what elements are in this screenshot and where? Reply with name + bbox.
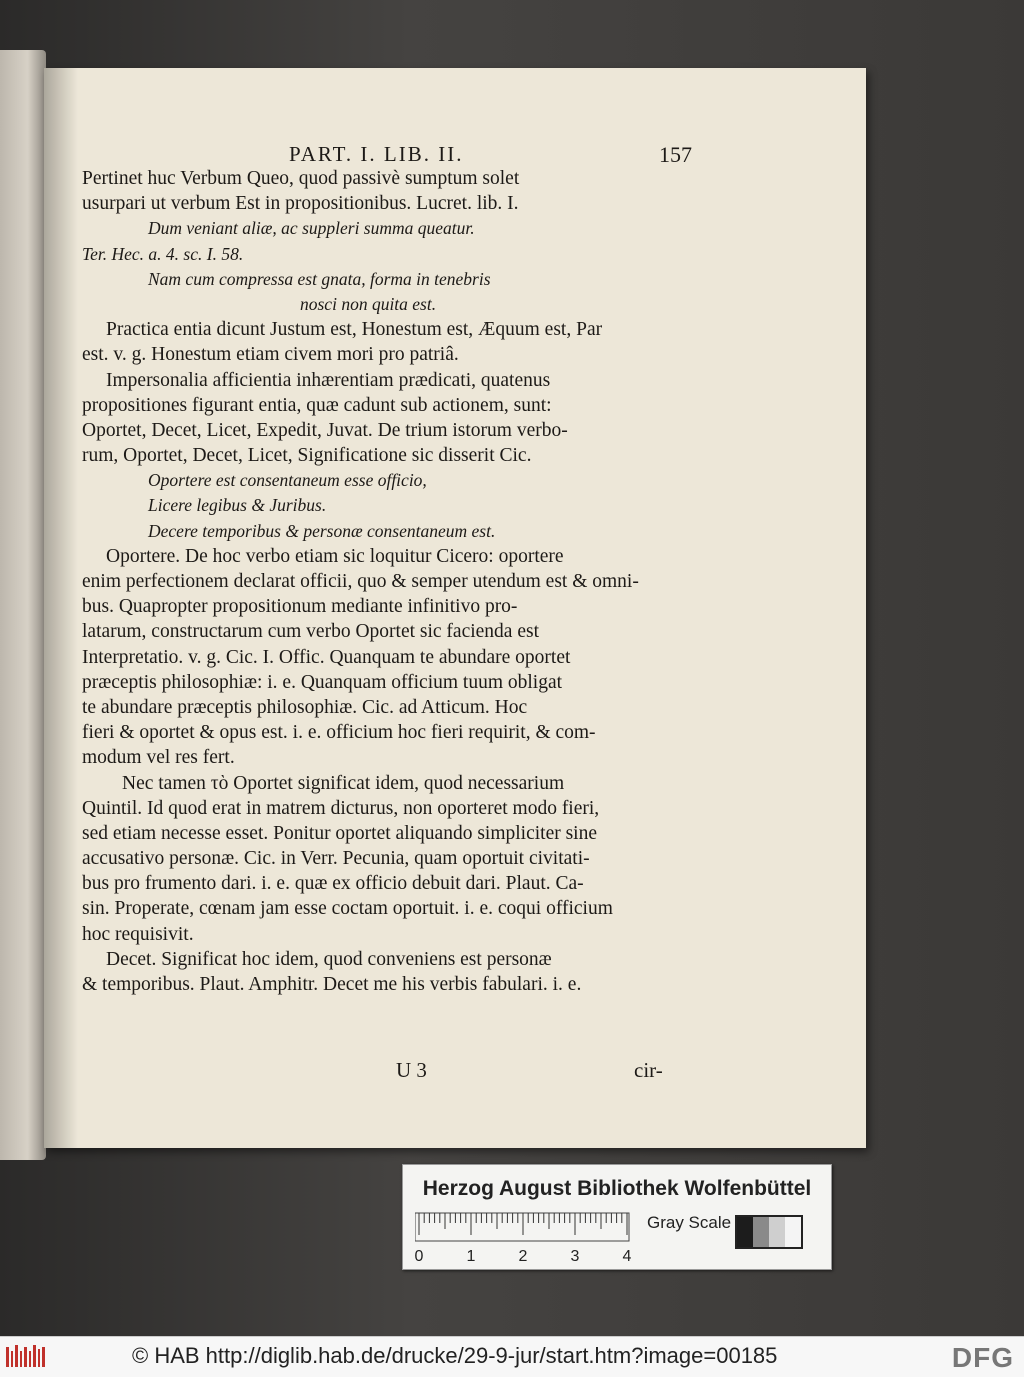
gray-scale-patch — [753, 1217, 769, 1247]
text-line: usurpari ut verbum Est in propositionibus. Lucret. lib. I. — [82, 193, 519, 215]
text-line: Pertinet huc Verbum Queo, quod passivè sumptum solet — [82, 168, 520, 189]
running-head: PART. I. LIB. II. — [289, 142, 464, 166]
page-number: 157 — [659, 142, 692, 167]
page-body-text — [82, 166, 694, 997]
text-line: Dum veniant aliæ, ac suppleri summa queatur. — [148, 218, 475, 239]
gray-scale-patch — [769, 1217, 785, 1247]
facing-page-edge — [0, 50, 46, 1160]
ruler-number: 2 — [518, 1248, 528, 1265]
text-line: Impersonalia afficientia inhærentiam prædicati, quatenus — [106, 369, 551, 391]
text-line: Interpretatio. v. g. Cic. I. Offic. Quanquam te abundare oportet — [82, 646, 571, 668]
text-line: propositiones figurant entia, quæ cadunt sub actionem, sunt: — [82, 394, 552, 416]
text-line: fieri & oportet & opus est. i. e. officium hoc fieri requirit, & com- — [82, 722, 596, 744]
text-line: præceptis philosophiæ: i. e. Quanquam officium tuum obligat — [82, 671, 563, 693]
text-line: hoc requisivit. — [82, 923, 194, 945]
text-line: te abundare præceptis philosophiæ. Cic. ad Atticum. Hoc — [82, 696, 528, 718]
text-line: est. v. g. Honestum etiam civem mori pro patriâ. — [82, 344, 459, 366]
text-line: Oportere est consentaneum esse officio, — [148, 470, 427, 491]
text-line: nosci non quita est. — [300, 293, 437, 314]
ruler-number: 0 — [415, 1248, 424, 1265]
dfg-logo: DFG — [951, 1342, 1014, 1373]
printer-signature: U 3 — [396, 1058, 427, 1082]
text-line: Decet. Significat hoc idem, quod conveniens est personæ — [106, 948, 552, 970]
text-line: Decere temporibus & personæ consentaneum est. — [148, 520, 496, 541]
text-line: accusativo personæ. Cic. in Verr. Pecunia, quam oportuit civitati- — [82, 848, 590, 870]
gray-scale-swatch — [735, 1215, 803, 1249]
text-line: Oportet, Decet, Licet, Expedit, Juvat. De trium istorum verbo- — [82, 419, 568, 441]
gray-scale-patch — [737, 1217, 753, 1247]
ruler-number: 1 — [466, 1248, 476, 1265]
color-ruler-card — [402, 1164, 832, 1270]
gray-scale-label: Gray Scale — [647, 1213, 732, 1232]
text-line: Oportere. De hoc verbo etiam sic loquitur Cicero: oportere — [106, 545, 564, 567]
footer-copyright-url[interactable]: © HAB http://diglib.hab.de/drucke/29-9-jur/start.htm?image=00185 — [132, 1343, 778, 1368]
text-line: Practica entia dicunt Justum est, Honestum est, Æquum est, Par — [106, 319, 603, 341]
footer-bar — [0, 1336, 1024, 1377]
text-line: rum, Oportet, Decet, Licet, Significatione sic disserit Cic. — [82, 445, 532, 467]
text-line: sin. Properate, cœnam jam esse coctam oportuit. i. e. coqui officium — [82, 898, 613, 920]
ruler-number: 4 — [622, 1248, 632, 1265]
ruler-scale — [415, 1209, 645, 1265]
text-line: Quintil. Id quod erat in matrem dicturus, non oporteret modo fieri, — [82, 797, 600, 819]
text-line: Nec tamen τὸ Oportet significat idem, quod necessarium — [122, 772, 565, 794]
text-line: latarum, constructarum cum verbo Oportet sic facienda est — [82, 621, 539, 643]
text-line: & temporibus. Plaut. Amphitr. Decet me his verbis fabulari. i. e. — [82, 974, 582, 995]
book-page — [44, 68, 866, 1148]
catchword: cir- — [634, 1058, 663, 1082]
ruler-number: 3 — [570, 1248, 580, 1265]
text-line: Licere legibus & Juribus. — [148, 495, 327, 516]
text-line: Ter. Hec. a. 4. sc. I. 58. — [82, 243, 244, 264]
gray-scale-patch — [785, 1217, 801, 1247]
text-line: Nam cum compressa est gnata, forma in tenebris — [148, 268, 491, 289]
page-gutter-shadow — [44, 68, 78, 1148]
hab-barcode-logo-icon — [6, 1345, 48, 1369]
library-name: Herzog August Bibliothek Wolfenbüttel — [422, 1177, 812, 1200]
ruler-frame — [415, 1213, 629, 1241]
text-line: modum vel res fert. — [82, 747, 235, 769]
text-line: bus. Quapropter propositionum mediante infinitivo pro- — [82, 596, 518, 618]
text-line: enim perfectionem declarat officii, quo & semper utendum est & omni- — [82, 571, 639, 592]
text-line: sed etiam necesse esset. Ponitur oportet aliquando simpliciter sine — [82, 822, 597, 844]
signature-line — [44, 1058, 866, 1086]
text-line: bus pro frumento dari. i. e. quæ ex officio debuit dari. Plaut. Ca- — [82, 873, 584, 895]
